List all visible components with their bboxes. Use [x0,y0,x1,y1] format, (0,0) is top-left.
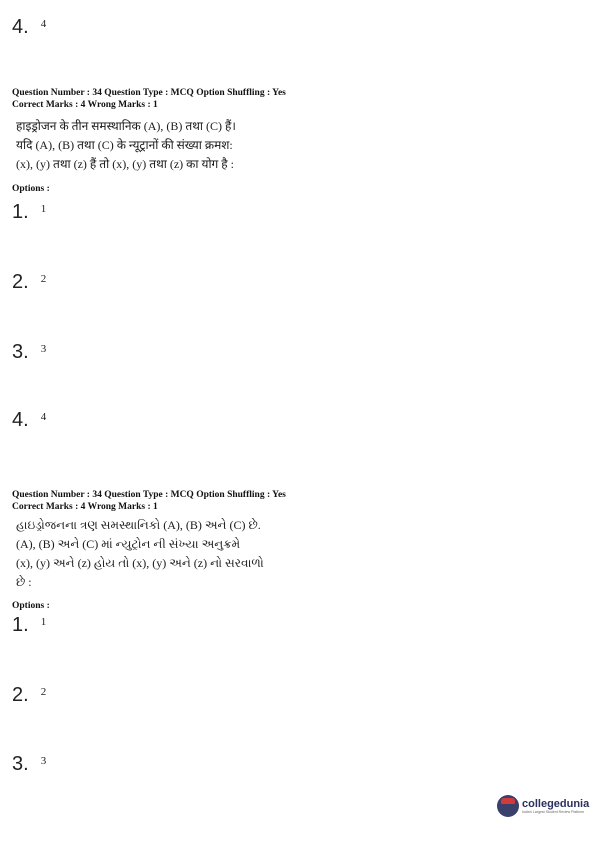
question-line: यदि (A), (B) तथा (C) के न्यूट्रानों की संख्या क्रमश: [16,138,233,152]
option-value: 2 [40,273,47,285]
logo-tagline: India's Largest Student Review Platform [522,810,585,814]
question-meta-gujarati [12,489,286,513]
question-line: છે : [16,575,32,589]
option-value: 1 [40,616,47,628]
question-line: (A), (B) અને (C) માં ન્યુટ્રોન ની સંખ્યા અનુક્રમે [16,537,241,551]
option-1 [12,201,46,224]
question-text-gujarati [16,516,264,592]
option-value: 2 [40,686,47,698]
option-1 [12,614,46,637]
option-3 [12,341,46,364]
option-number: 1. [12,201,29,223]
option-value: 4 [40,18,47,30]
question-meta-line2: Correct Marks : 4 Wrong Marks : 1 [12,100,158,110]
option-number: 1. [12,614,29,636]
option-number: 3. [12,341,29,363]
option-2 [12,684,46,707]
question-text-hindi [16,117,236,174]
option-4 [12,409,46,432]
options-label: Options : [12,184,50,194]
question-meta-line1: Question Number : 34 Question Type : MCQ Option Shuffling : Yes [12,88,286,98]
options-label: Options : [12,601,50,611]
question-meta-line2: Correct Marks : 4 Wrong Marks : 1 [12,502,158,512]
option-4-prev [12,16,46,39]
option-value: 3 [40,343,47,355]
question-line: (x), (y) तथा (z) हैं तो (x), (y) तथा (z) का योग है : [16,157,235,171]
question-line: हाइड्रोजन के तीन समस्थानिक (A), (B) तथा (C) हैं। [16,119,236,133]
question-line: હાઇડ્રોજનના ત્રણ સમસ્થાનિકો (A), (B) અને (C) છે. [16,518,261,532]
option-number: 3. [12,753,29,775]
option-value: 1 [40,203,47,215]
option-value: 3 [40,755,47,767]
option-number: 4. [12,16,29,38]
option-number: 2. [12,271,29,293]
collegedunia-logo [497,795,589,817]
question-line: (x), (y) અને (z) હોય તો (x), (y) અને (z) નો સરવાળો [16,556,264,570]
option-2 [12,271,46,294]
option-number: 4. [12,409,29,431]
logo-name: collegedunia [522,798,590,810]
question-meta-hindi [12,87,286,111]
option-value: 4 [40,411,47,423]
option-3 [12,753,46,776]
question-meta-line1: Question Number : 34 Question Type : MCQ Option Shuffling : Yes [12,490,286,500]
option-number: 2. [12,684,29,706]
mascot-icon [497,795,519,817]
